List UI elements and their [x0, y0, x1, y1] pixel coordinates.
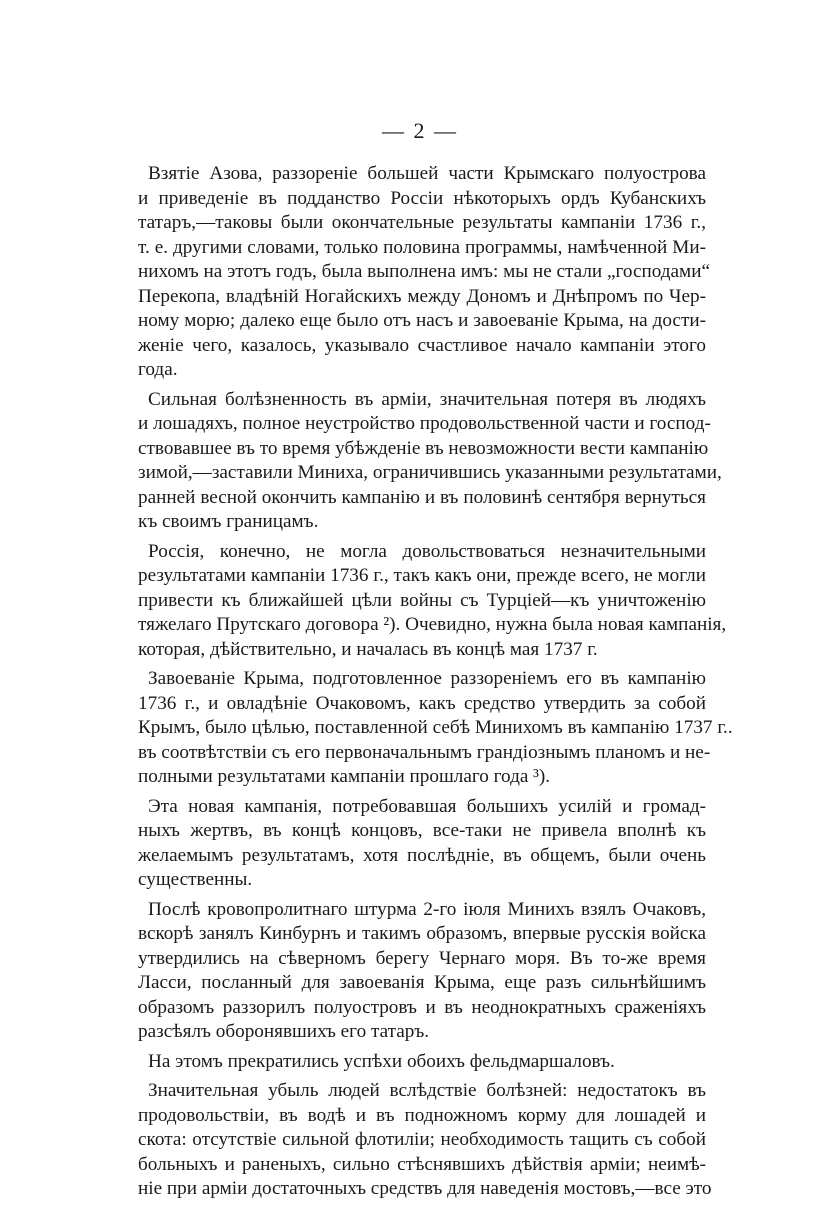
- text-line: которая, дѣйствительно, и началась въ концѣ мая 1737 г.: [138, 638, 598, 660]
- text-line: нихомъ на этотъ годъ, была выполнена имъ: мы не стали „господами“: [138, 261, 710, 282]
- body-text: [138, 162, 733, 1207]
- text-line: Перекопа, владѣній Ногайскихъ между Дономъ и Днѣпромъ по Чер-: [138, 285, 706, 307]
- text-line: и приведеніе въ подданство Россіи нѣкоторыхъ ордъ Кубанскихъ: [138, 187, 706, 209]
- paragraph: [138, 898, 706, 1045]
- text-line: Послѣ кровопролитнаго штурма 2-го іюля Минихъ взялъ Очаковъ,: [148, 898, 706, 920]
- paragraph: [138, 162, 710, 383]
- text-line: Крымъ, было цѣлью, поставленной себѣ Минихомъ въ кампанію 1737 г..: [138, 717, 733, 738]
- text-line: ствовавшее въ то время убѣжденіе въ невозможности вести кампанію: [138, 437, 709, 459]
- text-line: зимой,—заставили Миниха, ограничившись указанными результатами,: [138, 462, 722, 483]
- text-line: привести къ ближайшей цѣли войны съ Турціей—къ уничтоженію: [138, 589, 706, 611]
- text-line: Россія, конечно, не могла довольствоваться незначительными: [148, 540, 706, 562]
- paragraph: [138, 388, 722, 535]
- text-line: Эта новая кампанія, потребовавшая большихъ усилій и громад-: [148, 795, 706, 817]
- text-line: Взятіе Азова, раззореніе большей части Крымскаго полуострова: [148, 163, 706, 184]
- text-line: существенны.: [138, 869, 253, 890]
- text-line: результатами кампаніи 1736 г., такъ какъ они, прежде всего, не могли: [138, 565, 706, 586]
- text-line: ніе при арміи достаточныхъ средствъ для наведенія мостовъ,—все это: [138, 1178, 712, 1199]
- paragraph: [138, 795, 706, 893]
- text-line: къ своимъ границамъ.: [138, 511, 319, 532]
- text-line: утвердились на сѣверномъ берегу Чернаго моря. Въ то-же время: [138, 947, 706, 969]
- text-line: полными результатами кампаніи прошлаго года ³).: [138, 766, 551, 787]
- paragraph: [138, 1050, 706, 1075]
- text-line: ранней весной окончить кампанію и въ половинѣ сентября вернуться: [138, 486, 706, 508]
- text-line: На этомъ прекратились успѣхи обоихъ фельдмаршаловъ.: [148, 1050, 615, 1072]
- text-line: года.: [138, 359, 178, 380]
- text-line: больныхъ и раненыхъ, сильно стѣснявшихъ дѣйствія арміи; неимѣ-: [138, 1153, 706, 1175]
- text-line: Ласси, посланный для завоеванія Крыма, еще разъ сильнѣйшимъ: [138, 972, 706, 993]
- text-line: разсѣялъ оборонявшихъ его татаръ.: [138, 1021, 430, 1042]
- paragraph: [138, 1079, 712, 1202]
- text-line: образомъ раззорилъ полуостровъ и въ неоднократныхъ сраженіяхъ: [138, 996, 706, 1018]
- text-line: Сильная болѣзненность въ арміи, значительная потеря въ людяхъ: [148, 388, 706, 410]
- paragraph: [138, 540, 727, 663]
- text-line: татаръ,—таковы были окончательные результаты кампаніи 1736 г.,: [138, 212, 706, 233]
- paragraph: [138, 667, 733, 790]
- text-line: и лошадяхъ, полное неустройство продовольственной части и господ-: [138, 413, 711, 434]
- text-line: вскорѣ занялъ Кинбурнъ и такимъ образомъ, впервые русскія войска: [138, 923, 706, 944]
- text-line: ному морю; далеко еще было отъ насъ и завоеваніе Крыма, на дости-: [138, 310, 706, 331]
- text-line: въ соотвѣтствіи съ его первоначальнымъ грандіознымъ планомъ и не-: [138, 741, 711, 763]
- text-line: Значительная убыль людей вслѣдствіе болѣзней: недостатокъ въ: [148, 1080, 706, 1101]
- text-line: скота: отсутствіе сильной флотиліи; необходимость тащить съ собой: [138, 1129, 706, 1150]
- page-number: — 2 —: [382, 118, 458, 143]
- text-line: тяжелаго Прутскаго договора ²). Очевидно, нужна была новая кампанія,: [138, 614, 727, 635]
- text-line: 1736 г., и овладѣніе Очаковомъ, какъ средство утвердить за собой: [138, 692, 706, 714]
- text-line: продовольствіи, въ водѣ и въ подножномъ корму для лошадей и: [138, 1104, 706, 1126]
- text-line: женіе чего, казалось, указывало счастливое начало кампаніи этого: [138, 334, 706, 356]
- text-line: т. е. другими словами, только половина программы, намѣченной Ми-: [138, 236, 706, 258]
- text-line: ныхъ жертвъ, въ концѣ концовъ, все-таки не привела вполнѣ къ: [138, 820, 706, 841]
- text-line: Завоеваніе Крыма, подготовленное раззореніемъ его въ кампанію: [148, 668, 706, 689]
- text-line: желаемымъ результатамъ, хотя послѣдніе, въ общемъ, были очень: [138, 844, 706, 866]
